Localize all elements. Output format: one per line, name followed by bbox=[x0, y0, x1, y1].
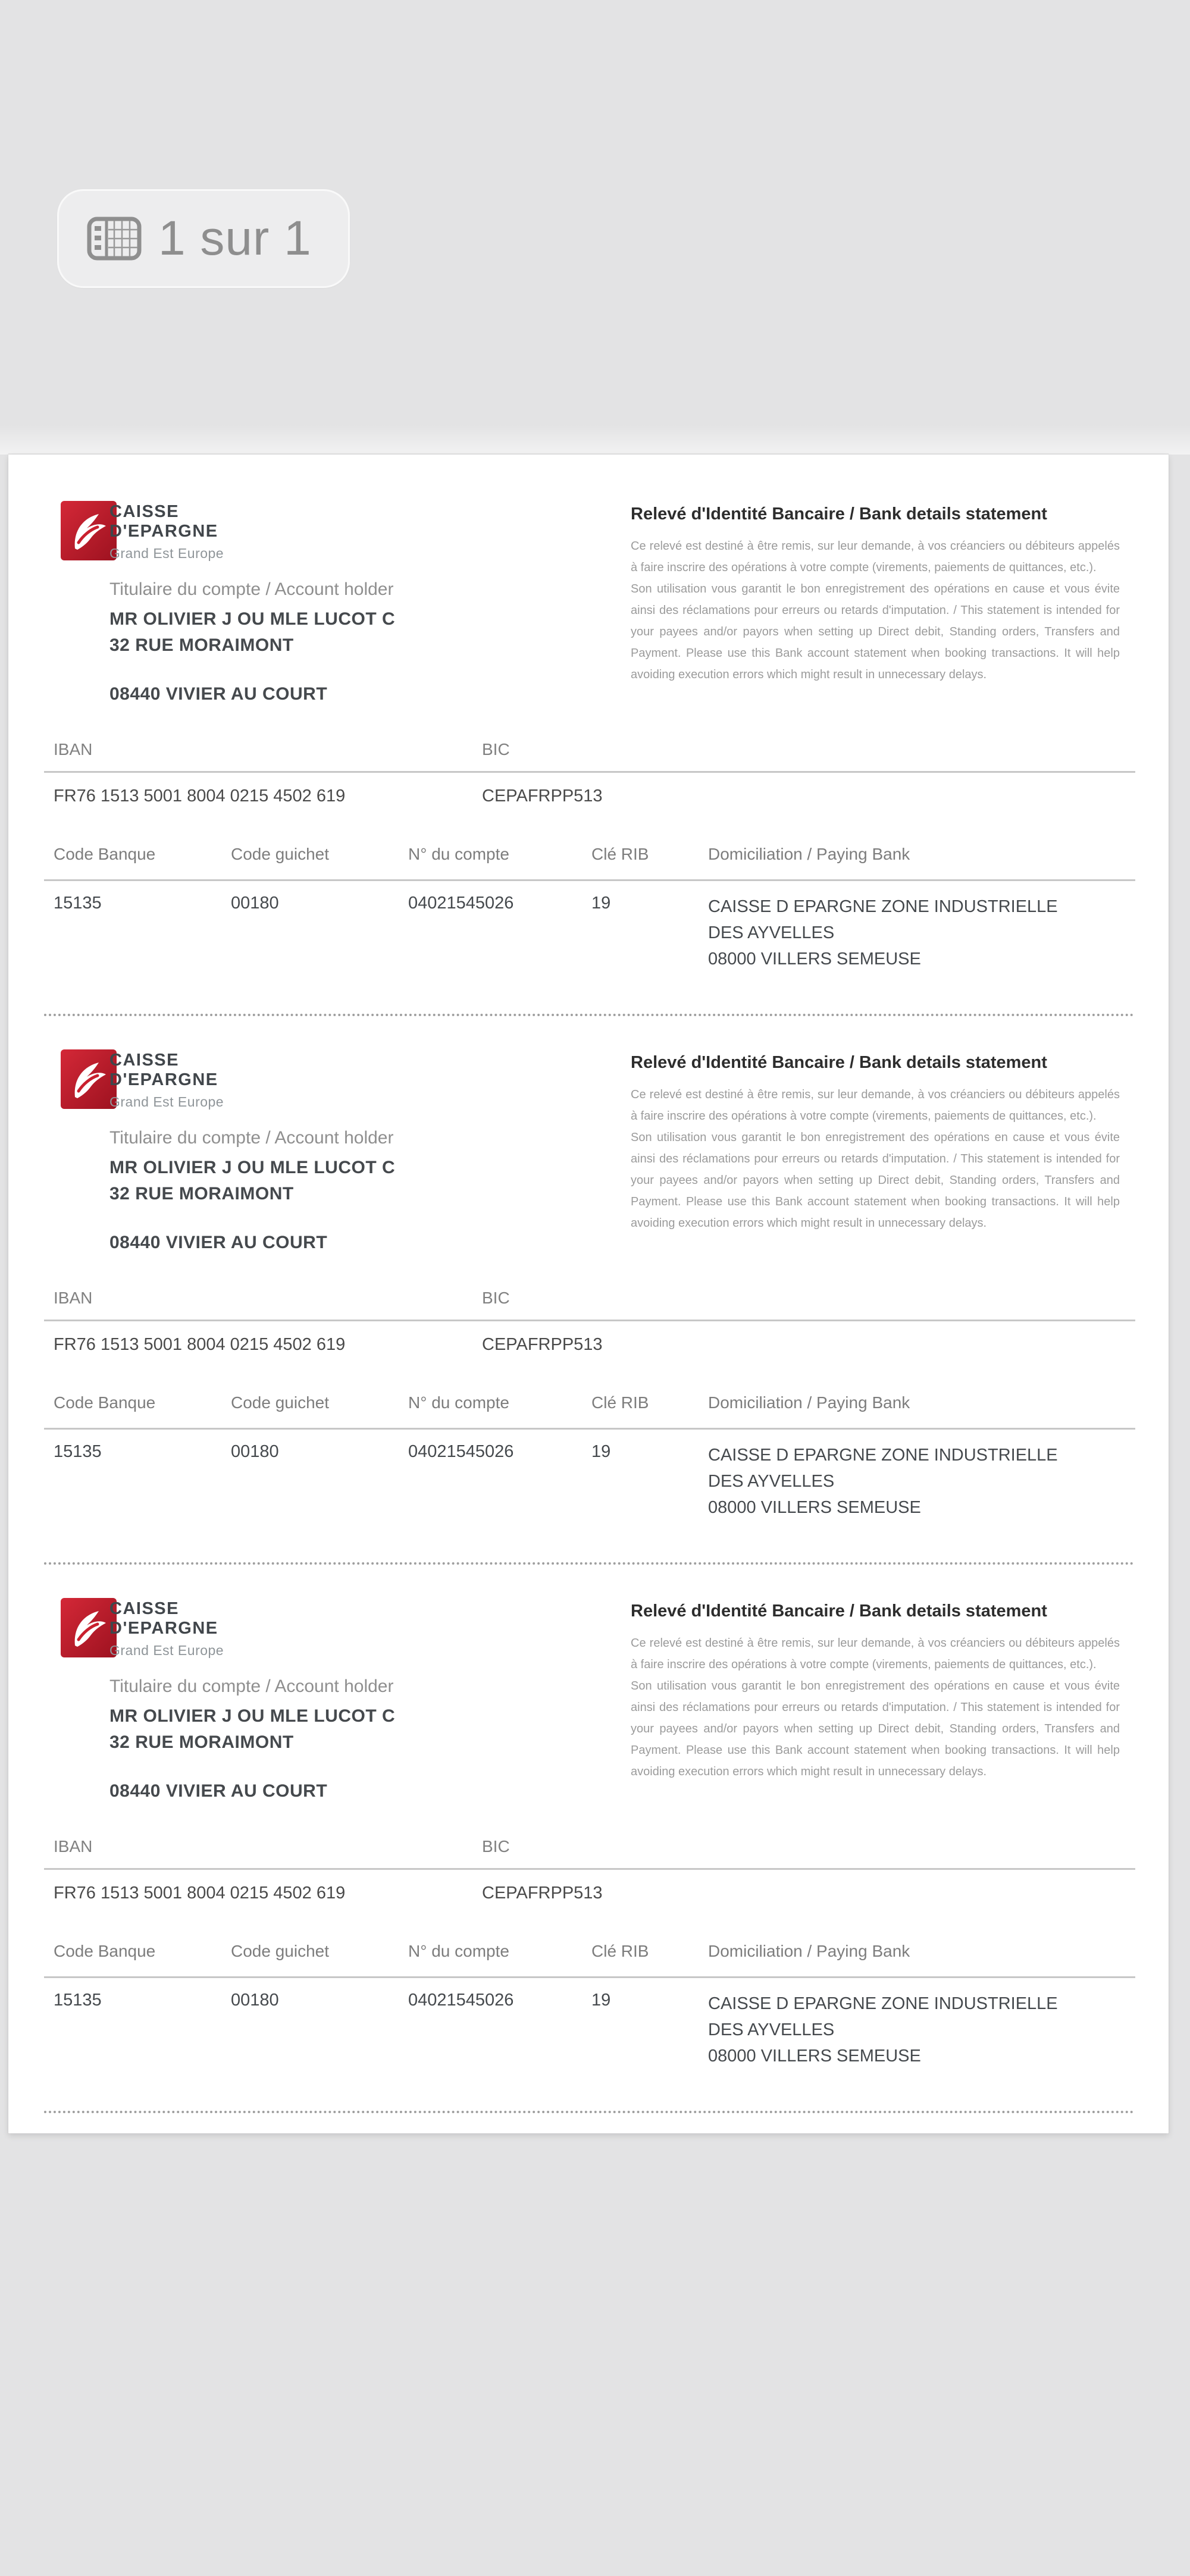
iban-label: IBAN bbox=[54, 740, 93, 759]
brand-name-line1: CAISSE bbox=[109, 1051, 179, 1070]
iban-value: FR76 1513 5001 8004 0215 4502 619 bbox=[54, 786, 346, 806]
brand-name-line2: D'EPARGNE bbox=[109, 1070, 218, 1089]
col-header-cle-rib: Clé RIB bbox=[591, 1393, 649, 1412]
account-holder-street: 32 RUE MORAIMONT bbox=[109, 1184, 294, 1204]
account-holder-city: 08440 VIVIER AU COURT bbox=[109, 1781, 328, 1801]
caisse-epargne-squirrel-logo-icon bbox=[61, 1598, 117, 1657]
col-header-domiciliation: Domiciliation / Paying Bank bbox=[708, 845, 910, 863]
bic-value: CEPAFRPP513 bbox=[482, 1335, 603, 1354]
bic-value: CEPAFRPP513 bbox=[482, 1884, 603, 1903]
col-header-domiciliation: Domiciliation / Paying Bank bbox=[708, 1393, 910, 1412]
domiciliation-line: 08000 VILLERS SEMEUSE bbox=[708, 2047, 921, 2066]
rib-title: Relevé d'Identité Bancaire / Bank details statement bbox=[631, 504, 1047, 524]
col-header-code-banque: Code Banque bbox=[54, 845, 156, 863]
rib-intro-paragraphs bbox=[631, 535, 1120, 685]
page-indicator-pill[interactable] bbox=[57, 189, 350, 288]
brand-name-line1: CAISSE bbox=[109, 1599, 179, 1618]
col-header-code-banque: Code Banque bbox=[54, 1942, 156, 1960]
brand-name-line2: D'EPARGNE bbox=[109, 1619, 218, 1638]
account-holder-street: 32 RUE MORAIMONT bbox=[109, 635, 294, 655]
rib-slip bbox=[8, 1049, 1169, 1598]
col-header-code-guichet: Code guichet bbox=[231, 845, 330, 863]
rib-intro-fr: Ce relevé est destiné à être remis, sur leur demande, à vos créanciers ou débiteurs appelés à faire inscrire des opérations à votre compte (virements, paiements de quittances, etc.). bbox=[631, 1637, 1120, 1671]
account-holder-label: Titulaire du compte / Account holder bbox=[109, 1676, 394, 1696]
cell-code-guichet: 00180 bbox=[231, 1442, 279, 1461]
bic-label: BIC bbox=[482, 1837, 510, 1856]
cut-line-dashed bbox=[44, 1562, 1134, 1565]
domiciliation-line: DES AYVELLES bbox=[708, 2020, 835, 2039]
caisse-epargne-squirrel-logo-icon bbox=[61, 501, 117, 560]
domiciliation-line: CAISSE D EPARGNE ZONE INDUSTRIELLE bbox=[708, 897, 1058, 916]
cell-code-banque: 15135 bbox=[54, 1442, 102, 1461]
domiciliation-line: 08000 VILLERS SEMEUSE bbox=[708, 949, 921, 969]
cell-numero-compte: 04021545026 bbox=[408, 1991, 514, 2010]
cell-numero-compte: 04021545026 bbox=[408, 894, 514, 913]
col-header-code-guichet: Code guichet bbox=[231, 1942, 330, 1960]
rib-intro-fr: Ce relevé est destiné à être remis, sur leur demande, à vos créanciers ou débiteurs appelés à faire inscrire des opérations à votre compte (virements, paiements de quittances, etc.). bbox=[631, 1088, 1120, 1123]
brand-region: Grand Est Europe bbox=[109, 546, 224, 561]
cell-code-banque: 15135 bbox=[54, 1991, 102, 2010]
document-page bbox=[8, 455, 1169, 2133]
page-top-glow bbox=[0, 425, 1190, 455]
bic-value: CEPAFRPP513 bbox=[482, 786, 603, 806]
account-holder-city: 08440 VIVIER AU COURT bbox=[109, 1233, 328, 1252]
col-header-cle-rib: Clé RIB bbox=[591, 845, 649, 863]
domiciliation-line: CAISSE D EPARGNE ZONE INDUSTRIELLE bbox=[708, 1446, 1058, 1465]
account-holder-city: 08440 VIVIER AU COURT bbox=[109, 684, 328, 704]
rib-title: Relevé d'Identité Bancaire / Bank details statement bbox=[631, 1602, 1047, 1621]
col-header-numero-compte: N° du compte bbox=[408, 1942, 509, 1960]
cell-domiciliation bbox=[708, 1442, 1058, 1521]
page-indicator-label: 1 sur 1 bbox=[158, 211, 312, 265]
iban-value: FR76 1513 5001 8004 0215 4502 619 bbox=[54, 1335, 346, 1354]
rib-intro-fr: Ce relevé est destiné à être remis, sur leur demande, à vos créanciers ou débiteurs appelés à faire inscrire des opérations à votre compte (virements, paiements de quittances, etc.). bbox=[631, 540, 1120, 574]
brand-name-line1: CAISSE bbox=[109, 502, 179, 521]
cell-code-guichet: 00180 bbox=[231, 1991, 279, 2010]
account-holder-label: Titulaire du compte / Account holder bbox=[109, 1128, 394, 1148]
rib-title: Relevé d'Identité Bancaire / Bank details statement bbox=[631, 1053, 1047, 1072]
domiciliation-line: 08000 VILLERS SEMEUSE bbox=[708, 1498, 921, 1517]
domiciliation-line: DES AYVELLES bbox=[708, 923, 835, 942]
col-header-cle-rib: Clé RIB bbox=[591, 1942, 649, 1960]
brand-region: Grand Est Europe bbox=[109, 1643, 224, 1658]
caisse-epargne-squirrel-logo-icon bbox=[61, 1049, 117, 1109]
col-header-numero-compte: N° du compte bbox=[408, 845, 509, 863]
account-holder-name: MR OLIVIER J OU MLE LUCOT C bbox=[109, 1158, 396, 1177]
rib-slip bbox=[8, 501, 1169, 1049]
domiciliation-line: DES AYVELLES bbox=[708, 1472, 835, 1491]
cell-cle-rib: 19 bbox=[591, 1991, 611, 2010]
divider-line bbox=[44, 879, 1135, 881]
rib-intro-en: Son utilisation vous garantit le bon enregistrement des opérations en cause et vous évite ainsi des réclamations pour erreurs ou retards d'imputation. / This statement is intended for your payees and/or payors when setting up Direct debit, Standing orders, Transfers and Payment. Please use this Bank account statement when booking transactions. It will help avoiding execution errors which might result in unnecessary delays. bbox=[631, 1131, 1120, 1230]
iban-label: IBAN bbox=[54, 1837, 93, 1856]
cut-line-dashed bbox=[44, 2111, 1134, 2113]
brand-wordmark bbox=[109, 1599, 224, 1660]
iban-value: FR76 1513 5001 8004 0215 4502 619 bbox=[54, 1884, 346, 1903]
col-header-code-guichet: Code guichet bbox=[231, 1393, 330, 1412]
bic-label: BIC bbox=[482, 1289, 510, 1307]
cell-code-guichet: 00180 bbox=[231, 894, 279, 913]
account-holder-name: MR OLIVIER J OU MLE LUCOT C bbox=[109, 1706, 396, 1726]
bic-label: BIC bbox=[482, 740, 510, 759]
col-header-domiciliation: Domiciliation / Paying Bank bbox=[708, 1942, 910, 1960]
divider-line bbox=[44, 1320, 1135, 1321]
rib-slip bbox=[8, 1598, 1169, 2146]
cell-numero-compte: 04021545026 bbox=[408, 1442, 514, 1461]
col-header-numero-compte: N° du compte bbox=[408, 1393, 509, 1412]
divider-line bbox=[44, 1976, 1135, 1978]
domiciliation-line: CAISSE D EPARGNE ZONE INDUSTRIELLE bbox=[708, 1994, 1058, 2013]
rib-intro-en: Son utilisation vous garantit le bon enregistrement des opérations en cause et vous évite ainsi des réclamations pour erreurs ou retards d'imputation. / This statement is intended for your payees and/or payors when setting up Direct debit, Standing orders, Transfers and Payment. Please use this Bank account statement when booking transactions. It will help avoiding execution errors which might result in unnecessary delays. bbox=[631, 1679, 1120, 1778]
cell-domiciliation bbox=[708, 894, 1058, 972]
brand-name-line2: D'EPARGNE bbox=[109, 522, 218, 541]
brand-wordmark bbox=[109, 502, 224, 563]
divider-line bbox=[44, 771, 1135, 773]
divider-line bbox=[44, 1868, 1135, 1870]
rib-intro-paragraphs bbox=[631, 1084, 1120, 1234]
page-thumbnails-icon bbox=[87, 217, 142, 261]
cell-code-banque: 15135 bbox=[54, 894, 102, 913]
cell-domiciliation bbox=[708, 1991, 1058, 2069]
rib-intro-paragraphs bbox=[631, 1632, 1120, 1782]
divider-line bbox=[44, 1428, 1135, 1430]
col-header-code-banque: Code Banque bbox=[54, 1393, 156, 1412]
brand-region: Grand Est Europe bbox=[109, 1094, 224, 1110]
account-holder-street: 32 RUE MORAIMONT bbox=[109, 1732, 294, 1752]
rib-intro-en: Son utilisation vous garantit le bon enregistrement des opérations en cause et vous évite ainsi des réclamations pour erreurs ou retards d'imputation. / This statement is intended for your payees and/or payors when setting up Direct debit, Standing orders, Transfers and Payment. Please use this Bank account statement when booking transactions. It will help avoiding execution errors which might result in unnecessary delays. bbox=[631, 582, 1120, 681]
cell-cle-rib: 19 bbox=[591, 894, 611, 913]
cell-cle-rib: 19 bbox=[591, 1442, 611, 1461]
account-holder-name: MR OLIVIER J OU MLE LUCOT C bbox=[109, 609, 396, 629]
iban-label: IBAN bbox=[54, 1289, 93, 1307]
cut-line-dashed bbox=[44, 1014, 1134, 1016]
brand-wordmark bbox=[109, 1051, 224, 1112]
account-holder-label: Titulaire du compte / Account holder bbox=[109, 579, 394, 599]
